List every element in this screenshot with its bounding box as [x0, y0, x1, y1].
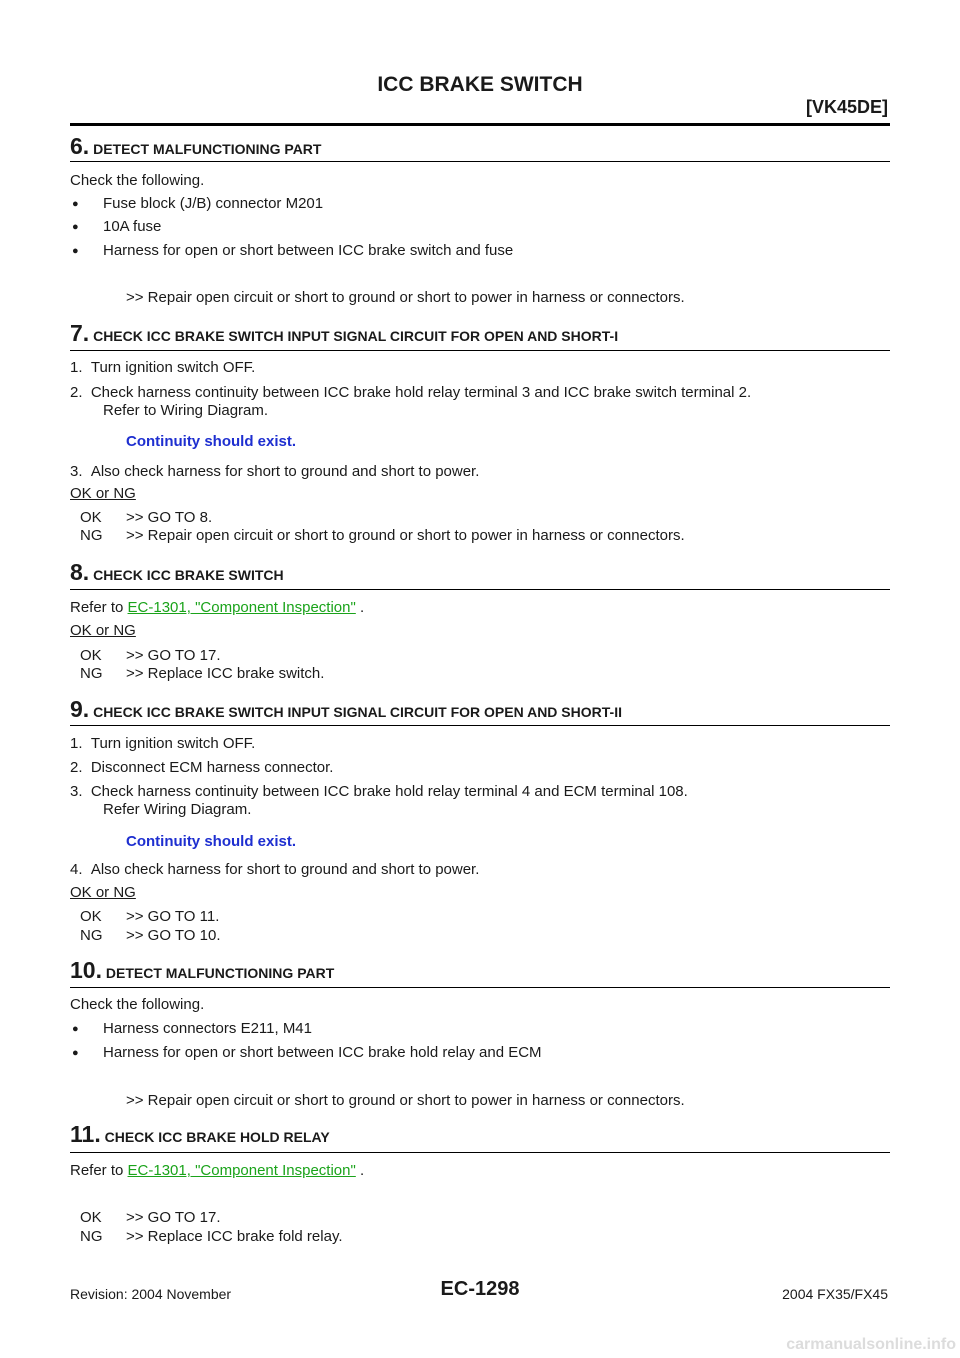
component-inspection-link[interactable]: EC-1301, "Component Inspection": [127, 599, 356, 616]
spec-text: Continuity should exist.: [126, 433, 297, 450]
ok-label: OK: [80, 1209, 102, 1226]
step-9-heading: [70, 696, 622, 723]
refer-text: Refer to: [70, 599, 128, 616]
engine-model-label: [VK45DE]: [805, 97, 888, 117]
step-title: CHECK ICC BRAKE SWITCH: [93, 567, 284, 583]
step-title: CHECK ICC BRAKE SWITCH INPUT SIGNAL CIRCUIT FOR OPEN AND SHORT-I: [93, 328, 619, 344]
refer-text: Refer to: [70, 1162, 128, 1179]
ok-or-ng-label: OK or NG: [70, 622, 136, 639]
ng-result: >> Repair open circuit or short to ground or short to power in harness or connectors.: [126, 527, 685, 544]
step-number: 9.: [70, 696, 90, 722]
step-number: 10.: [70, 957, 102, 983]
vehicle-model: 2004 FX35/FX45: [782, 1286, 888, 1302]
step-number: 7.: [70, 320, 90, 346]
refer-suffix: .: [355, 599, 365, 616]
ng-label: NG: [80, 527, 103, 544]
bullet-icon: ●: [72, 1023, 79, 1035]
ng-label: NG: [80, 927, 103, 944]
ng-result: >> Replace ICC brake switch.: [126, 665, 325, 682]
step-7-heading: [70, 320, 618, 347]
list-item: 10A fuse: [103, 218, 162, 235]
ok-or-ng-label: OK or NG: [70, 884, 136, 901]
step-rule: [70, 350, 890, 351]
page-title: ICC BRAKE SWITCH: [377, 73, 583, 96]
instruction-line: 3. Check harness continuity between ICC brake hold relay terminal 4 and ECM terminal 108.: [70, 783, 688, 800]
instruction-line: 2. Check harness continuity between ICC brake hold relay terminal 3 and ICC brake switch terminal 2.: [70, 384, 752, 401]
watermark: carmanualsonline.info: [786, 1336, 956, 1353]
step-action: >> Repair open circuit or short to ground or short to power in harness or connectors.: [126, 1092, 685, 1109]
step-rule: [70, 161, 890, 162]
step-rule: [70, 589, 890, 590]
step-action: >> Repair open circuit or short to ground or short to power in harness or connectors.: [126, 289, 685, 306]
instruction-line: 1. Turn ignition switch OFF.: [70, 735, 256, 752]
ok-label: OK: [80, 647, 102, 664]
ok-label: OK: [80, 908, 102, 925]
step-title: CHECK ICC BRAKE HOLD RELAY: [104, 1129, 330, 1145]
step-10-heading: [70, 957, 334, 984]
ok-or-ng-label: OK or NG: [70, 485, 136, 502]
instruction-line: 4. Also check harness for short to ground and short to power.: [70, 861, 480, 878]
step-intro: Check the following.: [70, 172, 205, 189]
step-title: CHECK ICC BRAKE SWITCH INPUT SIGNAL CIRCUIT FOR OPEN AND SHORT-II: [93, 704, 622, 720]
step-11-heading: [70, 1121, 330, 1148]
bullet-icon: ●: [72, 1047, 79, 1059]
ok-label: OK: [80, 509, 102, 526]
bullet-icon: ●: [72, 198, 79, 210]
page-number: EC-1298: [440, 1278, 520, 1300]
ok-result: >> GO TO 17.: [126, 647, 221, 664]
instruction-line: 2. Disconnect ECM harness connector.: [70, 759, 334, 776]
instruction-line: Refer to Wiring Diagram.: [103, 402, 269, 419]
step-rule: [70, 1152, 890, 1153]
ok-result: >> GO TO 11.: [126, 908, 220, 925]
step-intro: Check the following.: [70, 996, 205, 1013]
list-item: Harness connectors E211, M41: [103, 1020, 312, 1037]
revision-text: Revision: 2004 November: [70, 1286, 232, 1302]
step-6-heading: [70, 133, 321, 160]
spec-text: Continuity should exist.: [126, 833, 297, 850]
bullet-icon: ●: [72, 221, 79, 233]
instruction-line: 3. Also check harness for short to ground and short to power.: [70, 463, 480, 480]
instruction-line: Refer Wiring Diagram.: [103, 801, 252, 818]
ok-result: >> GO TO 17.: [126, 1209, 221, 1226]
step-number: 11.: [70, 1121, 101, 1147]
step-rule: [70, 725, 890, 726]
ng-result: >> Replace ICC brake fold relay.: [126, 1228, 343, 1245]
step-number: 8.: [70, 559, 90, 585]
list-item: Harness for open or short between ICC brake switch and fuse: [103, 242, 514, 259]
header-rule: [70, 123, 890, 126]
step-title: DETECT MALFUNCTIONING PART: [105, 965, 335, 981]
component-inspection-link[interactable]: EC-1301, "Component Inspection": [127, 1162, 356, 1179]
ng-label: NG: [80, 665, 103, 682]
instruction-line: 1. Turn ignition switch OFF.: [70, 359, 256, 376]
ok-result: >> GO TO 8.: [126, 509, 213, 526]
list-item: Harness for open or short between ICC brake hold relay and ECM: [103, 1044, 542, 1061]
refer-suffix: .: [355, 1162, 365, 1179]
step-title: DETECT MALFUNCTIONING PART: [93, 141, 322, 157]
refer-line: [70, 1162, 364, 1179]
step-rule: [70, 987, 890, 988]
step-8-heading: [70, 559, 284, 586]
refer-line: [70, 599, 364, 616]
ng-result: >> GO TO 10.: [126, 927, 221, 944]
ng-label: NG: [80, 1228, 103, 1245]
step-number: 6.: [70, 133, 90, 159]
bullet-icon: ●: [72, 245, 79, 257]
list-item: Fuse block (J/B) connector M201: [103, 195, 324, 212]
